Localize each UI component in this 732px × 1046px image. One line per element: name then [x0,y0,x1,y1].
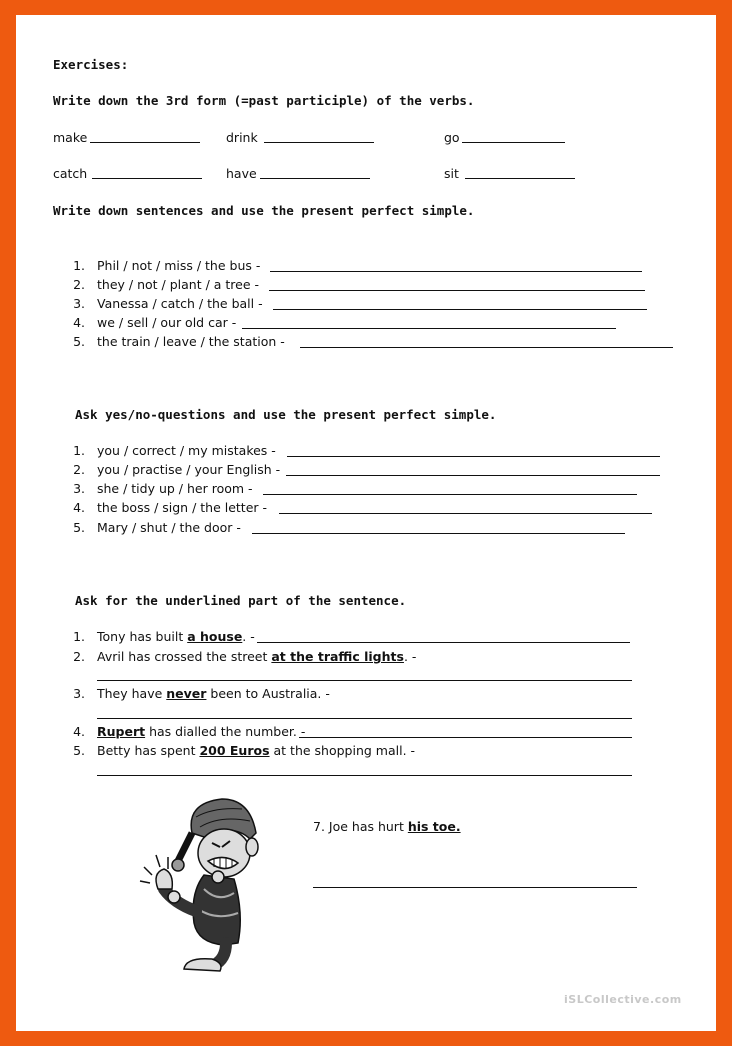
ex2-item-5: the train / leave / the station - [97,334,285,349]
underlined-part: at the traffic lights [271,649,404,664]
item-number: 3. [73,481,85,496]
item-number: 5. [73,743,85,758]
item-number: 1. [73,258,85,273]
item-number: 4. [73,500,85,515]
answer-line[interactable] [300,347,673,348]
underlined-part: his toe. [407,819,461,834]
ex4-item-4: Rupert has dialled the number. - [97,724,306,739]
ex2-item-1: Phil / not / miss / the bus - [97,258,261,273]
watermark: iSLCollective.com [564,993,682,1006]
item-number: 5. [73,334,85,349]
ex4-item-5: Betty has spent 200 Euros at the shopping mall. - [97,743,416,758]
item-number: 2. [73,462,85,477]
ex3-item-1: you / correct / my mistakes - [97,443,276,458]
answer-line[interactable] [263,494,637,495]
verb-have: have [226,166,257,181]
item-7: 7. Joe has hurt his toe. [313,819,461,834]
answer-line[interactable] [242,328,616,329]
item-number: 2. [73,649,85,664]
item-number: 4. [73,315,85,330]
verb-sit: sit [444,166,459,181]
answer-line[interactable] [264,142,374,143]
item-number: 4. [73,724,85,739]
ex4-item-2: Avril has crossed the street at the traffic lights. - [97,649,417,664]
ex3-item-5: Mary / shut / the door - [97,520,241,535]
underlined-part: a house [187,629,243,644]
answer-line[interactable] [462,142,565,143]
answer-line[interactable] [260,178,370,179]
underlined-part: never [166,686,207,701]
answer-line[interactable] [299,737,632,738]
ex2-instruction: Write down sentences and use the present perfect simple. [53,203,475,218]
ex2-item-4: we / sell / our old car - [97,315,237,330]
underlined-part: 200 Euros [199,743,270,758]
ex3-item-3: she / tidy up / her room - [97,481,253,496]
ex2-item-3: Vanessa / catch / the ball - [97,296,263,311]
verb-drink: drink [226,130,258,145]
item-number: 2. [73,277,85,292]
ex4-instruction: Ask for the underlined part of the sentence. [75,593,407,608]
worksheet-page [16,15,716,1031]
item-number: 1. [73,443,85,458]
ex3-instruction: Ask yes/no-questions and use the present perfect simple. [75,407,497,422]
ex2-item-2: they / not / plant / a tree - [97,277,260,292]
boy-hurt-toe-illustration [134,793,284,973]
ex4-item-3: They have never been to Australia. - [97,686,330,701]
answer-line[interactable] [286,475,660,476]
underlined-part: Rupert [97,724,146,739]
item-number: 5. [73,520,85,535]
verb-catch: catch [53,166,88,181]
ex3-item-4: the boss / sign / the letter - [97,500,268,515]
answer-line[interactable] [313,887,637,888]
item-number: 3. [73,296,85,311]
heading: Exercises: [53,57,129,72]
verb-make: make [53,130,88,145]
answer-line[interactable] [279,513,652,514]
ex4-item-1: Tony has built a house. - [97,629,255,644]
answer-line[interactable] [90,142,200,143]
answer-line[interactable] [97,718,632,719]
answer-line[interactable] [92,178,202,179]
answer-line[interactable] [465,178,575,179]
verb-go: go [444,130,460,145]
ex1-instruction: Write down the 3rd form (=past participle) of the verbs. [53,93,475,108]
answer-line[interactable] [270,271,642,272]
ex3-item-2: you / practise / your English - [97,462,281,477]
answer-line[interactable] [97,680,632,681]
item-number: 1. [73,629,85,644]
answer-line[interactable] [273,309,647,310]
answer-line[interactable] [257,642,630,643]
answer-line[interactable] [97,775,632,776]
answer-line[interactable] [269,290,645,291]
answer-line[interactable] [287,456,660,457]
item-number: 3. [73,686,85,701]
answer-line[interactable] [252,533,625,534]
